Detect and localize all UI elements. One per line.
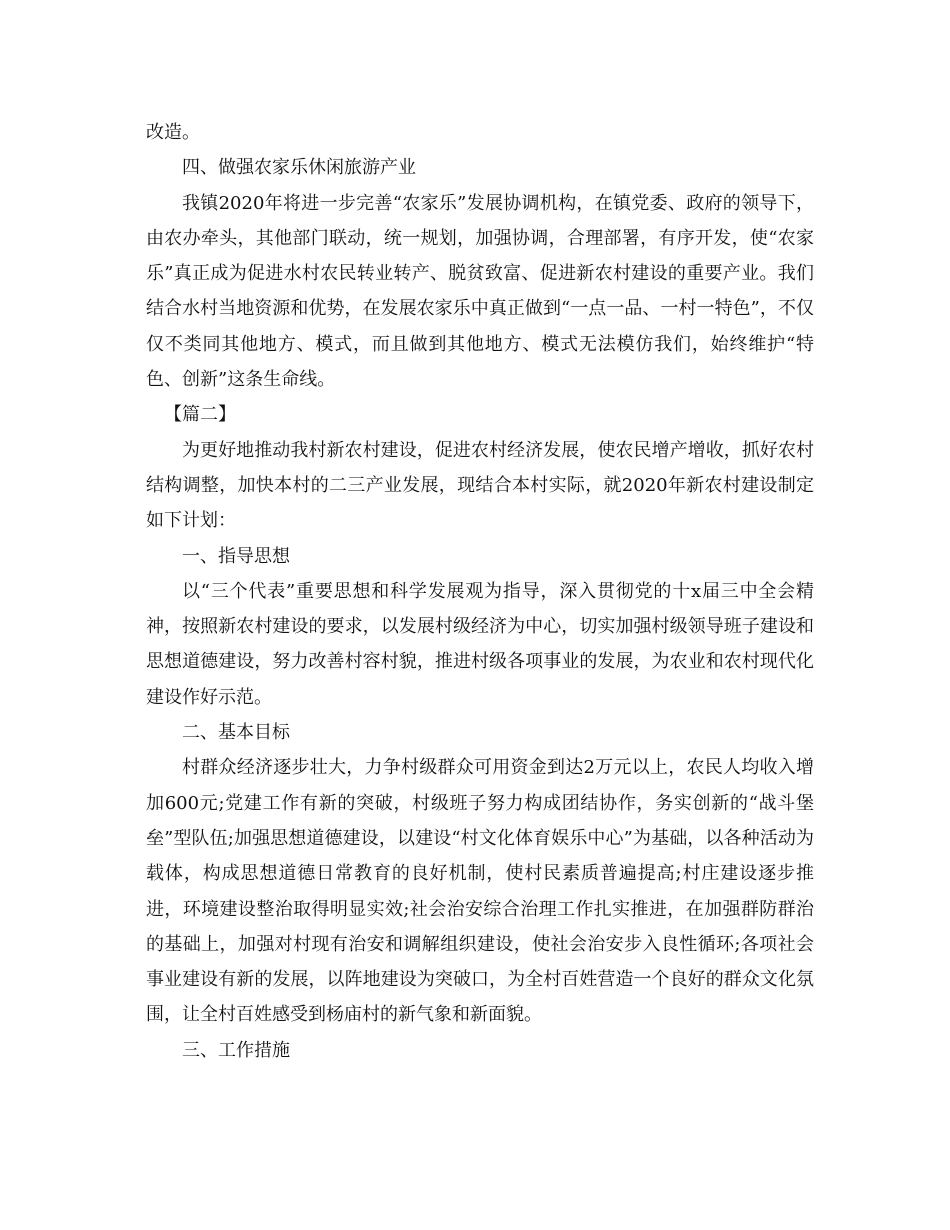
paragraph-basic-goals: 村群众经济逐步壮大，力争村级群众可用资金到达2万元以上，农民人均收入增加600元;党建工作有新的突破，村级班子努力构成团结协作，务实创新的“战斗堡垒”型队伍;加强思想道德建设，以建设“村文化体育娱乐中心”为基础，以各种活动为载体，构成思想道德日常教育的良好机制，使村民素质普遍提高;村庄建设逐步推进，环境建设整治取得明显实效;社会治安综合治理工作扎实推进，在加强群防群治的基础上，加强对村现有治安和调解组织建设，使社会治安步入良性循环;各项社会事业建设有新的发展，以阵地建设为突破口，为全村百姓营造一个良好的群众文化氛围，让全村百姓感受到杨庙村的新气象和新面貌。 [146, 757, 814, 1026]
heading-section-four: 四、做强农家乐休闲旅游产业 [182, 157, 416, 179]
paragraph-farmhouse-tourism: 我镇2020年将进一步完善“农家乐”发展协调机构，在镇党委、政府的领导下，由农办牵头，其他部门联动，统一规划，加强协调，合理部署，有序开发，使“农家乐”真正成为促进水村农民转业转产、脱贫致富、促进新农村建设的重要产业。我们结合水村当地资源和优势，在发展农家乐中真正做到“一点一品、一村一特色”，不仅仅不类同其他地方、模式，而且做到其他地方、模式无法模仿我们，始终维护“特色、创新”这条生命线。 [146, 192, 814, 391]
paragraph-intro-plan: 为更好地推动我村新农村建设，促进农村经济发展，使农民增产增收，抓好农村结构调整，加快本村的二三产业发展，现结合本村实际，就2020年新农村建设制定如下计划： [146, 439, 814, 532]
heading-work-measures: 三、工作措施 [182, 1039, 290, 1061]
heading-guiding-ideology: 一、指导思想 [182, 545, 290, 567]
paragraph-guiding-ideology: 以“三个代表”重要思想和科学发展观为指导，深入贯彻党的十x届三中全会精神，按照新农村建设的要求，以发展村级经济为中心，切实加强村级领导班子建设和思想道德建设，努力改善村容村貌，推进村级各项事业的发展，为农业和农村现代化建设作好示范。 [146, 580, 814, 708]
paragraph-continuation: 改造。 [146, 122, 200, 143]
heading-part-two: 【篇二】 [164, 404, 236, 426]
heading-basic-goals: 二、基本目标 [182, 722, 290, 744]
document-body [146, 115, 814, 1068]
